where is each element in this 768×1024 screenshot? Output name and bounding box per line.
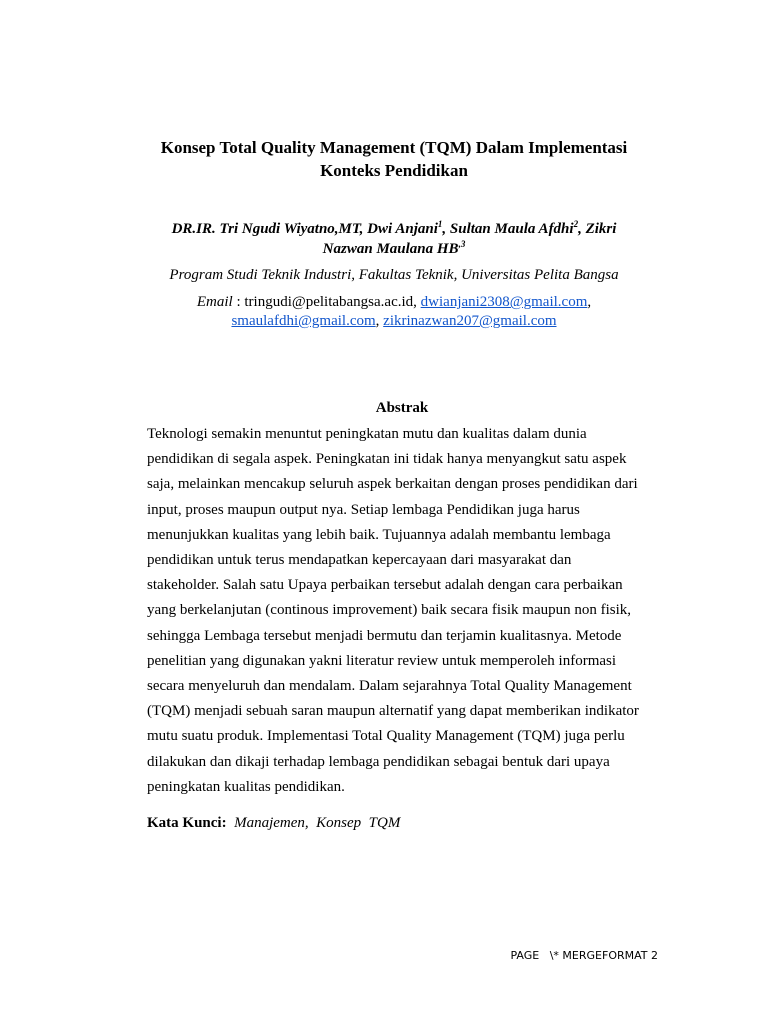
author-text-1: DR.IR. Tri Ngudi Wiyatno,MT, Dwi Anjani xyxy=(171,221,438,237)
abstract-heading: Abstrak xyxy=(375,400,429,416)
email-primary: : tringudi@pelitabangsa.ac.id, xyxy=(232,294,421,310)
abstract-line: peningkatan kualitas pendidikan. xyxy=(147,778,345,795)
abstract-line: saja, melainkan mencakup seluruh aspek berkaitan dengan proses pendidikan dari xyxy=(147,476,638,493)
abstract-line: menunjukkan kualitas yang lebih baik. Tujuannya adalah membantu lembaga xyxy=(147,526,611,543)
keywords-label: Kata Kunci: xyxy=(147,815,227,831)
abstract-line: yang berkelanjutan (continous improvement) baik secara fisik maupun non fisik, xyxy=(147,602,632,619)
title-line-1: Konsep Total Quality Management (TQM) Dalam Implementasi xyxy=(160,138,628,157)
author-list xyxy=(110,219,678,259)
page-footer: PAGE \* MERGEFORMAT 2 xyxy=(510,949,658,962)
keywords-values: Manajemen, Konsep TQM xyxy=(226,815,401,831)
abstract-line: pendidikan di segala aspek. Peningkatan ini tidak hanya menyangkut satu aspek xyxy=(147,451,627,468)
author-text-2: , Sultan Maula Afdhi xyxy=(442,221,574,237)
abstract-line: (TQM) menjadi sebuah saran maupun alternatif yang dapat memberikan indikator xyxy=(147,703,639,720)
email-block xyxy=(110,293,678,331)
abstract-body xyxy=(147,422,667,800)
email-comma-1: , xyxy=(587,294,592,310)
abstract-line: Teknologi semakin menuntut peningkatan mutu dan kualitas dalam dunia xyxy=(147,426,587,442)
author-text-4: Nazwan Maulana HB xyxy=(322,241,459,257)
abstract-line: input, proses maupun output nya. Setiap lembaga Pendidikan juga harus xyxy=(147,501,580,518)
abstract-line: stakeholder. Salah satu Upaya perbaikan tersebut adalah dengan cara perbaikan xyxy=(147,577,623,594)
abstract-line: pendidikan untuk terus mendapatkan kepercayaan dari masyarakat dan xyxy=(147,552,572,569)
author-sup-1: 1 xyxy=(437,219,443,229)
abstract-line: secara menyeluruh dan mendalam. Dalam sejarahnya Total Quality Management xyxy=(147,678,632,695)
author-sup-2: 2 xyxy=(573,219,579,229)
email-link-dwianjani[interactable]: dwianjani2308@gmail.com xyxy=(420,294,588,310)
abstract-line: penelitian yang digunakan yakni literatur review untuk memperoleh informasi xyxy=(147,652,617,669)
abstract-line: sehingga Lembaga tersebut menjadi bermutu dan terjamin kualitasnya. Metode xyxy=(147,627,622,644)
email-link-zikrinazwan[interactable]: zikrinazwan207@gmail.com xyxy=(383,313,557,329)
email-label: Email xyxy=(196,294,233,310)
abstract-line: dilakukan dan dikaji terhadap lembaga pendidikan sebagai bentuk dari upaya xyxy=(147,753,610,770)
email-link-smaulafdhi[interactable]: smaulafdhi@gmail.com xyxy=(231,313,376,329)
keywords xyxy=(147,813,400,833)
author-text-3: , Zikri xyxy=(578,221,617,237)
author-sup-3: ,3 xyxy=(458,239,466,249)
paper-title xyxy=(110,136,678,182)
title-line-2: Konteks Pendidikan xyxy=(320,161,468,180)
abstract-line: mutu suatu produk. Implementasi Total Quality Management (TQM) juga perlu xyxy=(147,728,625,745)
affiliation: Program Studi Teknik Industri, Fakultas Teknik, Universitas Pelita Bangsa xyxy=(169,267,619,283)
email-comma-2: , xyxy=(375,313,384,329)
